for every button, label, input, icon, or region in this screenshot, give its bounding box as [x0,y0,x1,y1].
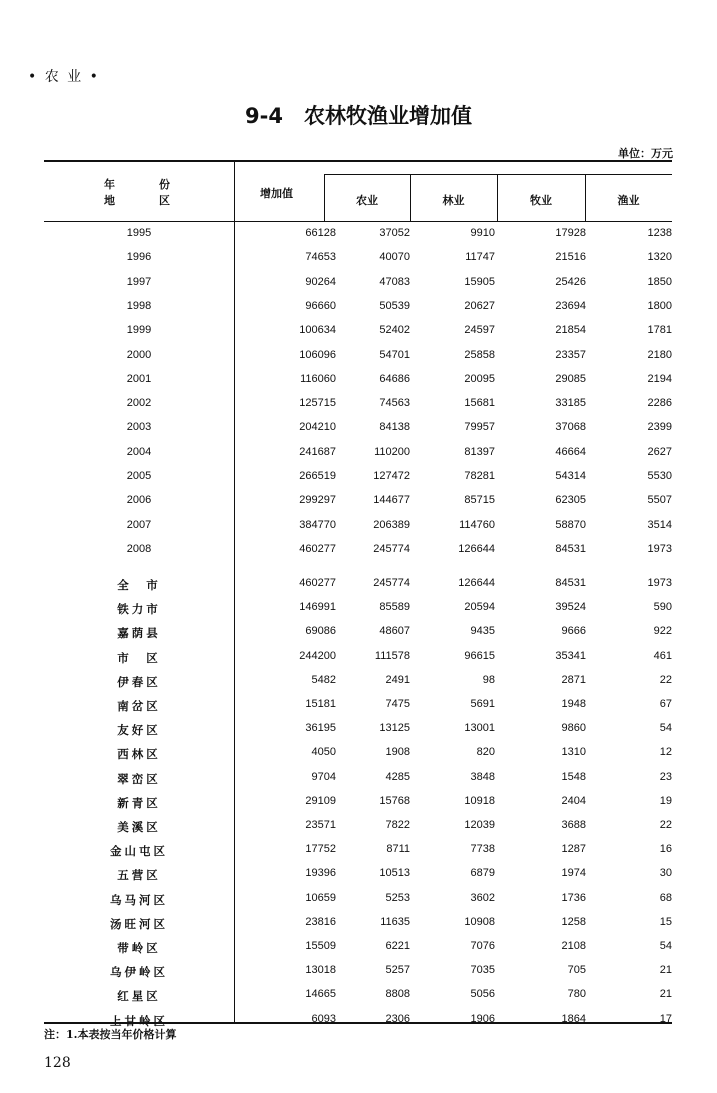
cell-forest: 11747 [465,251,495,264]
row-label: 汤旺河区 [110,916,168,931]
cell-forest: 20594 [464,601,495,614]
cell-animal: 1287 [561,843,586,856]
cell-agri: 245774 [373,542,410,555]
cell-total: 125715 [299,397,336,410]
cell-animal: 2871 [561,673,586,686]
cell-agri: 13125 [379,722,410,735]
row-label: 2007 [126,518,152,531]
row-label: 市 区 [117,650,161,665]
table-row [44,960,672,984]
cell-animal: 46664 [555,445,586,458]
table-row [44,621,672,645]
table-row [44,670,672,694]
cell-total: 384770 [299,518,336,531]
table-row [44,839,672,863]
row-label: 2000 [126,348,152,361]
cell-animal: 1736 [561,891,586,904]
cell-fish: 1800 [647,299,672,312]
unit-label: 单位：万元 [618,147,673,160]
header-value-added: 增加值 [260,187,293,200]
cell-forest: 78281 [464,470,495,482]
table-row [44,393,672,417]
cell-total: 5482 [311,673,336,686]
cell-animal: 62305 [555,494,586,507]
cell-agri: 110200 [374,445,410,458]
cell-fish: 1973 [647,542,672,555]
cell-animal: 1864 [561,1012,586,1025]
table-row [44,320,672,344]
cell-fish: 54 [659,722,672,735]
row-label: 翠峦区 [117,771,161,786]
table-row [44,936,672,960]
cell-fish: 2180 [647,348,672,361]
cell-total: 266519 [299,470,336,482]
cell-fish: 1973 [647,577,672,589]
cell-animal: 33185 [555,397,586,410]
cell-total: 23816 [305,915,336,928]
header-husbandry: 牧业 [530,194,552,207]
cell-forest: 7035 [470,964,495,977]
cell-total: 9704 [311,770,336,783]
cell-forest: 5691 [470,698,495,710]
cell-fish: 461 [653,649,672,662]
cell-forest: 6879 [470,867,495,880]
cell-forest: 7076 [470,940,495,952]
cell-fish: 15 [659,915,672,928]
row-label: 友好区 [117,723,161,738]
table-row [44,984,672,1008]
cell-agri: 5257 [385,964,410,977]
header-fishery: 渔业 [617,194,640,207]
row-label: 2004 [126,445,152,458]
row-label: 乌马河区 [110,892,168,907]
cell-agri: 48607 [379,625,410,638]
cell-total: 66128 [305,227,336,239]
cell-fish: 22 [659,819,672,831]
cell-animal: 2108 [561,940,586,952]
cell-animal: 21854 [555,324,586,337]
cell-agri: 8711 [386,843,410,856]
cell-animal: 9860 [561,722,586,735]
table-row [44,573,672,597]
row-label: 红星区 [117,989,161,1004]
cell-forest: 3848 [470,770,495,783]
cell-total: 116060 [300,372,336,385]
cell-agri: 15768 [379,794,410,807]
cell-animal: 29085 [555,372,586,385]
cell-agri: 50539 [379,299,410,312]
header-bottom-rule [44,221,672,222]
cell-total: 460277 [299,577,336,589]
footnote: 注：1.本表按当年价格计算 [44,1028,177,1041]
table-row [44,888,672,912]
cell-forest: 15681 [464,397,495,410]
cell-forest: 114760 [459,518,495,531]
cell-total: 15509 [305,940,336,952]
breakdown-top-rule [324,174,672,175]
cell-animal: 23357 [555,348,586,361]
cell-animal: 1258 [561,915,586,928]
cell-fish: 2399 [647,421,672,434]
cell-forest: 25858 [464,348,495,361]
row-label: 2002 [126,397,152,410]
cell-fish: 1850 [647,275,672,288]
cell-animal: 1974 [561,867,586,880]
row-label: 五营区 [117,868,161,883]
row-label: 1995 [126,227,152,239]
table-row [44,515,672,539]
cell-fish: 23 [659,770,672,783]
cell-agri: 127472 [373,470,410,482]
cell-animal: 84531 [555,542,586,555]
cell-forest: 12039 [464,819,495,831]
cell-fish: 67 [659,698,672,710]
row-label: 美溪区 [117,820,161,834]
table-row [44,863,672,887]
cell-forest: 9435 [470,625,495,638]
table-row [44,490,672,514]
row-label: 2001 [126,372,152,385]
cell-animal: 54314 [555,470,586,482]
cell-fish: 54 [659,940,672,952]
cell-total: 146991 [299,601,336,614]
table-row [44,597,672,621]
table-row [44,718,672,742]
row-label: 1997 [126,275,152,288]
cell-forest: 20095 [464,372,495,385]
cell-agri: 7475 [385,698,410,710]
table-row [44,296,672,320]
row-label: 2008 [126,542,152,555]
table-row [44,815,672,839]
cell-total: 17752 [305,843,336,856]
cell-total: 14665 [305,988,336,1001]
table-row [44,767,672,791]
cell-fish: 19 [659,794,672,807]
row-label: 金山屯区 [110,844,168,859]
cell-agri: 85589 [379,601,410,614]
cell-fish: 1320 [647,251,672,264]
cell-animal: 84531 [555,577,586,589]
cell-agri: 10513 [379,867,410,880]
cell-agri: 144677 [373,494,410,507]
cell-animal: 37068 [555,421,586,434]
cell-total: 69086 [305,625,336,638]
cell-forest: 7738 [470,843,495,856]
cell-fish: 922 [653,625,672,638]
cell-agri: 47083 [379,275,410,288]
cell-animal: 705 [567,964,586,977]
row-label: 伊春区 [117,674,161,689]
table-row [44,694,672,718]
row-label: 乌伊岭区 [110,965,168,980]
cell-fish: 21 [659,988,672,1001]
cell-forest: 1906 [470,1012,495,1025]
table-row [44,466,672,490]
table-row [44,742,672,766]
cell-forest: 126644 [458,542,495,555]
row-label: 带岭区 [117,941,161,955]
table-row [44,417,672,441]
cell-animal: 25426 [555,275,586,288]
cell-total: 19396 [305,867,336,880]
cell-animal: 1310 [561,746,586,759]
header-agriculture: 农业 [356,194,378,207]
cell-total: 74653 [305,251,336,264]
cell-fish: 2194 [647,372,672,385]
table-top-rule [44,160,672,162]
cell-agri: 6221 [385,940,410,952]
cell-total: 4050 [311,746,336,759]
row-label: 全 市 [117,578,161,592]
cell-forest: 10918 [464,794,495,807]
cell-fish: 2286 [647,397,672,410]
cell-agri: 111578 [374,649,410,662]
cell-agri: 5253 [385,891,410,904]
stub-header-region: 地 区 [104,194,170,207]
table-row [44,539,672,563]
cell-agri: 4285 [385,770,410,783]
cell-forest: 126644 [458,577,495,589]
cell-animal: 1548 [561,770,586,783]
cell-animal: 23694 [555,299,586,312]
row-label: 铁力市 [117,602,161,617]
cell-agri: 52402 [379,324,410,337]
cell-total: 241687 [299,445,336,458]
cell-agri: 64686 [379,372,410,385]
cell-fish: 12 [659,746,672,759]
cell-total: 100634 [299,324,336,337]
cell-forest: 15905 [464,275,495,288]
cell-forest: 20627 [464,299,495,312]
cell-forest: 13001 [464,722,495,735]
cell-total: 23571 [305,819,336,831]
row-label: 新青区 [117,795,161,810]
row-label: 南岔区 [117,699,161,713]
row-label: 嘉荫县 [117,626,161,641]
cell-animal: 58870 [555,518,586,531]
cell-forest: 9910 [470,227,495,239]
table-row [44,223,672,247]
cell-animal: 3688 [561,819,586,831]
table-row [44,442,672,466]
table-row [44,369,672,393]
cell-total: 244200 [299,649,336,662]
row-label: 2006 [126,494,152,507]
cell-forest: 98 [482,673,495,686]
cell-forest: 79957 [464,421,495,434]
cell-fish: 590 [653,601,672,614]
page-number: 128 [44,1055,71,1071]
cell-animal: 39524 [555,601,586,614]
cell-agri: 245774 [373,577,410,589]
header-forestry: 林业 [442,194,465,207]
cell-animal: 21516 [555,251,586,264]
cell-total: 96660 [305,299,336,312]
cell-forest: 85715 [464,494,495,507]
cell-fish: 22 [659,673,672,686]
row-label: 西林区 [117,747,161,762]
cell-agri: 74563 [379,397,410,410]
cell-fish: 1781 [647,324,672,337]
cell-fish: 5530 [647,470,672,482]
cell-fish: 2627 [647,445,672,458]
table-row [44,247,672,271]
row-label: 1996 [126,251,152,264]
table-row [44,646,672,670]
cell-forest: 96615 [464,649,495,662]
cell-animal: 35341 [555,649,586,662]
row-label: 1999 [126,324,152,337]
cell-agri: 1908 [385,746,410,759]
cell-forest: 10908 [464,915,495,928]
stub-header-year: 年 份 [104,178,170,191]
cell-animal: 780 [567,988,586,1001]
cell-agri: 11635 [380,915,410,928]
cell-total: 204210 [299,421,336,434]
cell-fish: 1238 [647,227,672,239]
cell-animal: 2404 [561,794,586,807]
table-row [44,912,672,936]
table-row [44,345,672,369]
cell-agri: 84138 [379,421,410,434]
cell-total: 10659 [305,891,336,904]
table-row [44,272,672,296]
cell-animal: 1948 [561,698,586,710]
cell-total: 90264 [305,275,336,288]
cell-forest: 81397 [464,445,495,458]
cell-total: 15181 [305,698,336,710]
table-row [44,791,672,815]
cell-agri: 206389 [373,518,410,531]
row-label: 2003 [126,421,152,434]
cell-fish: 30 [659,867,672,880]
cell-fish: 16 [659,843,672,856]
cell-forest: 24597 [464,324,495,337]
cell-total: 29109 [305,794,336,807]
cell-agri: 40070 [379,251,410,264]
cell-total: 13018 [305,964,336,977]
cell-forest: 3602 [470,891,495,904]
cell-fish: 21 [659,964,672,977]
cell-fish: 17 [659,1012,672,1025]
cell-forest: 5056 [470,988,495,1001]
row-label: 1998 [126,299,152,312]
cell-total: 6093 [311,1012,336,1025]
cell-agri: 7822 [385,819,410,831]
cell-fish: 5507 [647,494,672,507]
cell-agri: 2306 [385,1012,410,1025]
page-title: 9-4 农林牧渔业增加值 [245,104,472,128]
row-label: 上甘岭区 [110,1013,168,1028]
cell-forest: 820 [476,746,495,759]
cell-fish: 3514 [647,518,672,531]
cell-agri: 2491 [385,673,410,686]
row-label: 2005 [126,470,152,482]
cell-fish: 68 [659,891,672,904]
cell-total: 460277 [299,542,336,555]
cell-total: 106096 [299,348,336,361]
cell-animal: 9666 [561,625,586,638]
cell-agri: 37052 [379,227,410,239]
cell-agri: 54701 [379,348,410,361]
section-header: • 农 业 • [28,69,100,85]
cell-animal: 17928 [555,227,586,239]
cell-total: 36195 [305,722,336,735]
cell-agri: 8808 [385,988,410,1001]
cell-total: 299297 [299,494,336,507]
